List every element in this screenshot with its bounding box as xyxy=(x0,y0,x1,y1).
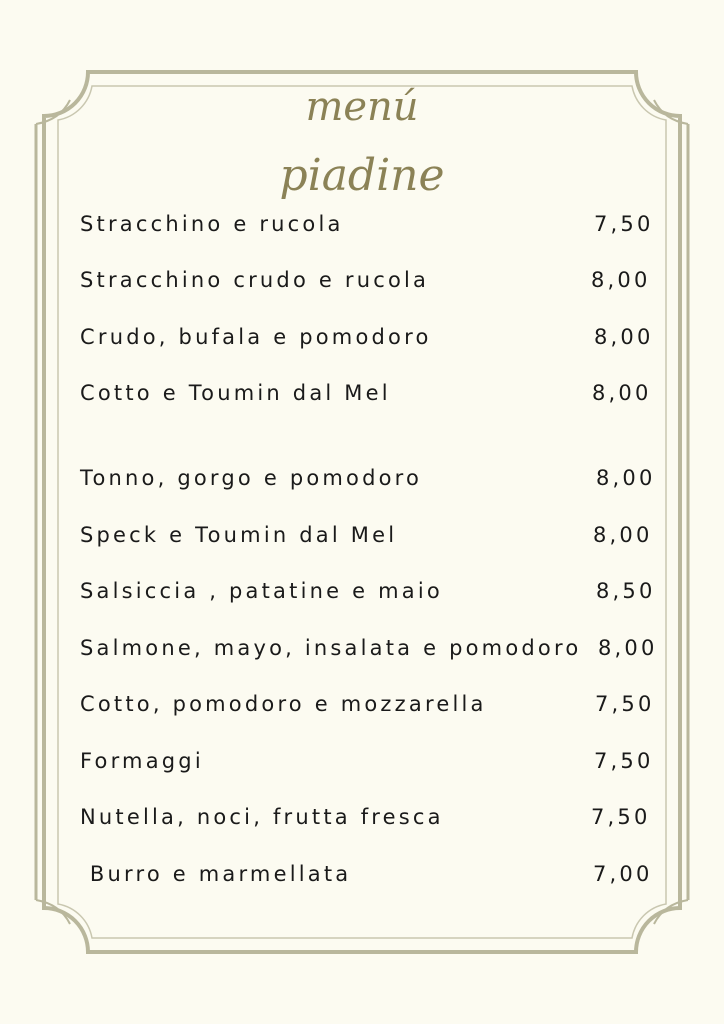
item-name: Speck e Toumin dal Mel xyxy=(80,523,398,547)
item-name: Stracchino crudo e rucola xyxy=(80,268,430,292)
item-name: Cotto e Toumin dal Mel xyxy=(80,381,391,405)
list-item xyxy=(0,466,724,496)
list-item xyxy=(0,212,724,242)
item-name: Formaggi xyxy=(80,749,204,773)
item-name: Stracchino e rucola xyxy=(80,212,344,236)
item-price: 7,50 xyxy=(594,212,654,236)
item-name: Salsiccia , patatine e maio xyxy=(80,579,443,603)
item-price: 7,50 xyxy=(591,805,651,829)
item-price: 8,50 xyxy=(596,579,656,603)
item-price: 7,50 xyxy=(594,749,654,773)
item-name: Burro e marmellata xyxy=(80,862,352,886)
list-item xyxy=(0,523,724,553)
list-item xyxy=(0,325,724,355)
item-name: Tonno, gorgo e pomodoro xyxy=(80,466,423,490)
list-item xyxy=(0,636,724,666)
list-item xyxy=(0,692,724,722)
list-item xyxy=(0,749,724,779)
section-title: piadine xyxy=(279,150,445,201)
item-price: 8,00 xyxy=(598,636,658,660)
list-item xyxy=(0,268,724,298)
item-price: 8,00 xyxy=(594,325,654,349)
item-price: 8,00 xyxy=(596,466,656,490)
item-price: 7,50 xyxy=(595,692,655,716)
menu-title: menú xyxy=(305,84,419,130)
item-price: 8,00 xyxy=(591,268,651,292)
item-name: Nutella, noci, frutta fresca xyxy=(80,805,444,829)
list-item xyxy=(0,579,724,609)
list-item xyxy=(0,862,724,892)
item-price: 8,00 xyxy=(593,523,653,547)
list-item xyxy=(0,381,724,411)
item-name: Salmone, mayo, insalata e pomodoro xyxy=(80,636,582,660)
list-item xyxy=(0,805,724,835)
item-name: Cotto, pomodoro e mozzarella xyxy=(80,692,487,716)
item-name: Crudo, bufala e pomodoro xyxy=(80,325,432,349)
item-price: 7,00 xyxy=(593,862,653,886)
item-price: 8,00 xyxy=(592,381,652,405)
